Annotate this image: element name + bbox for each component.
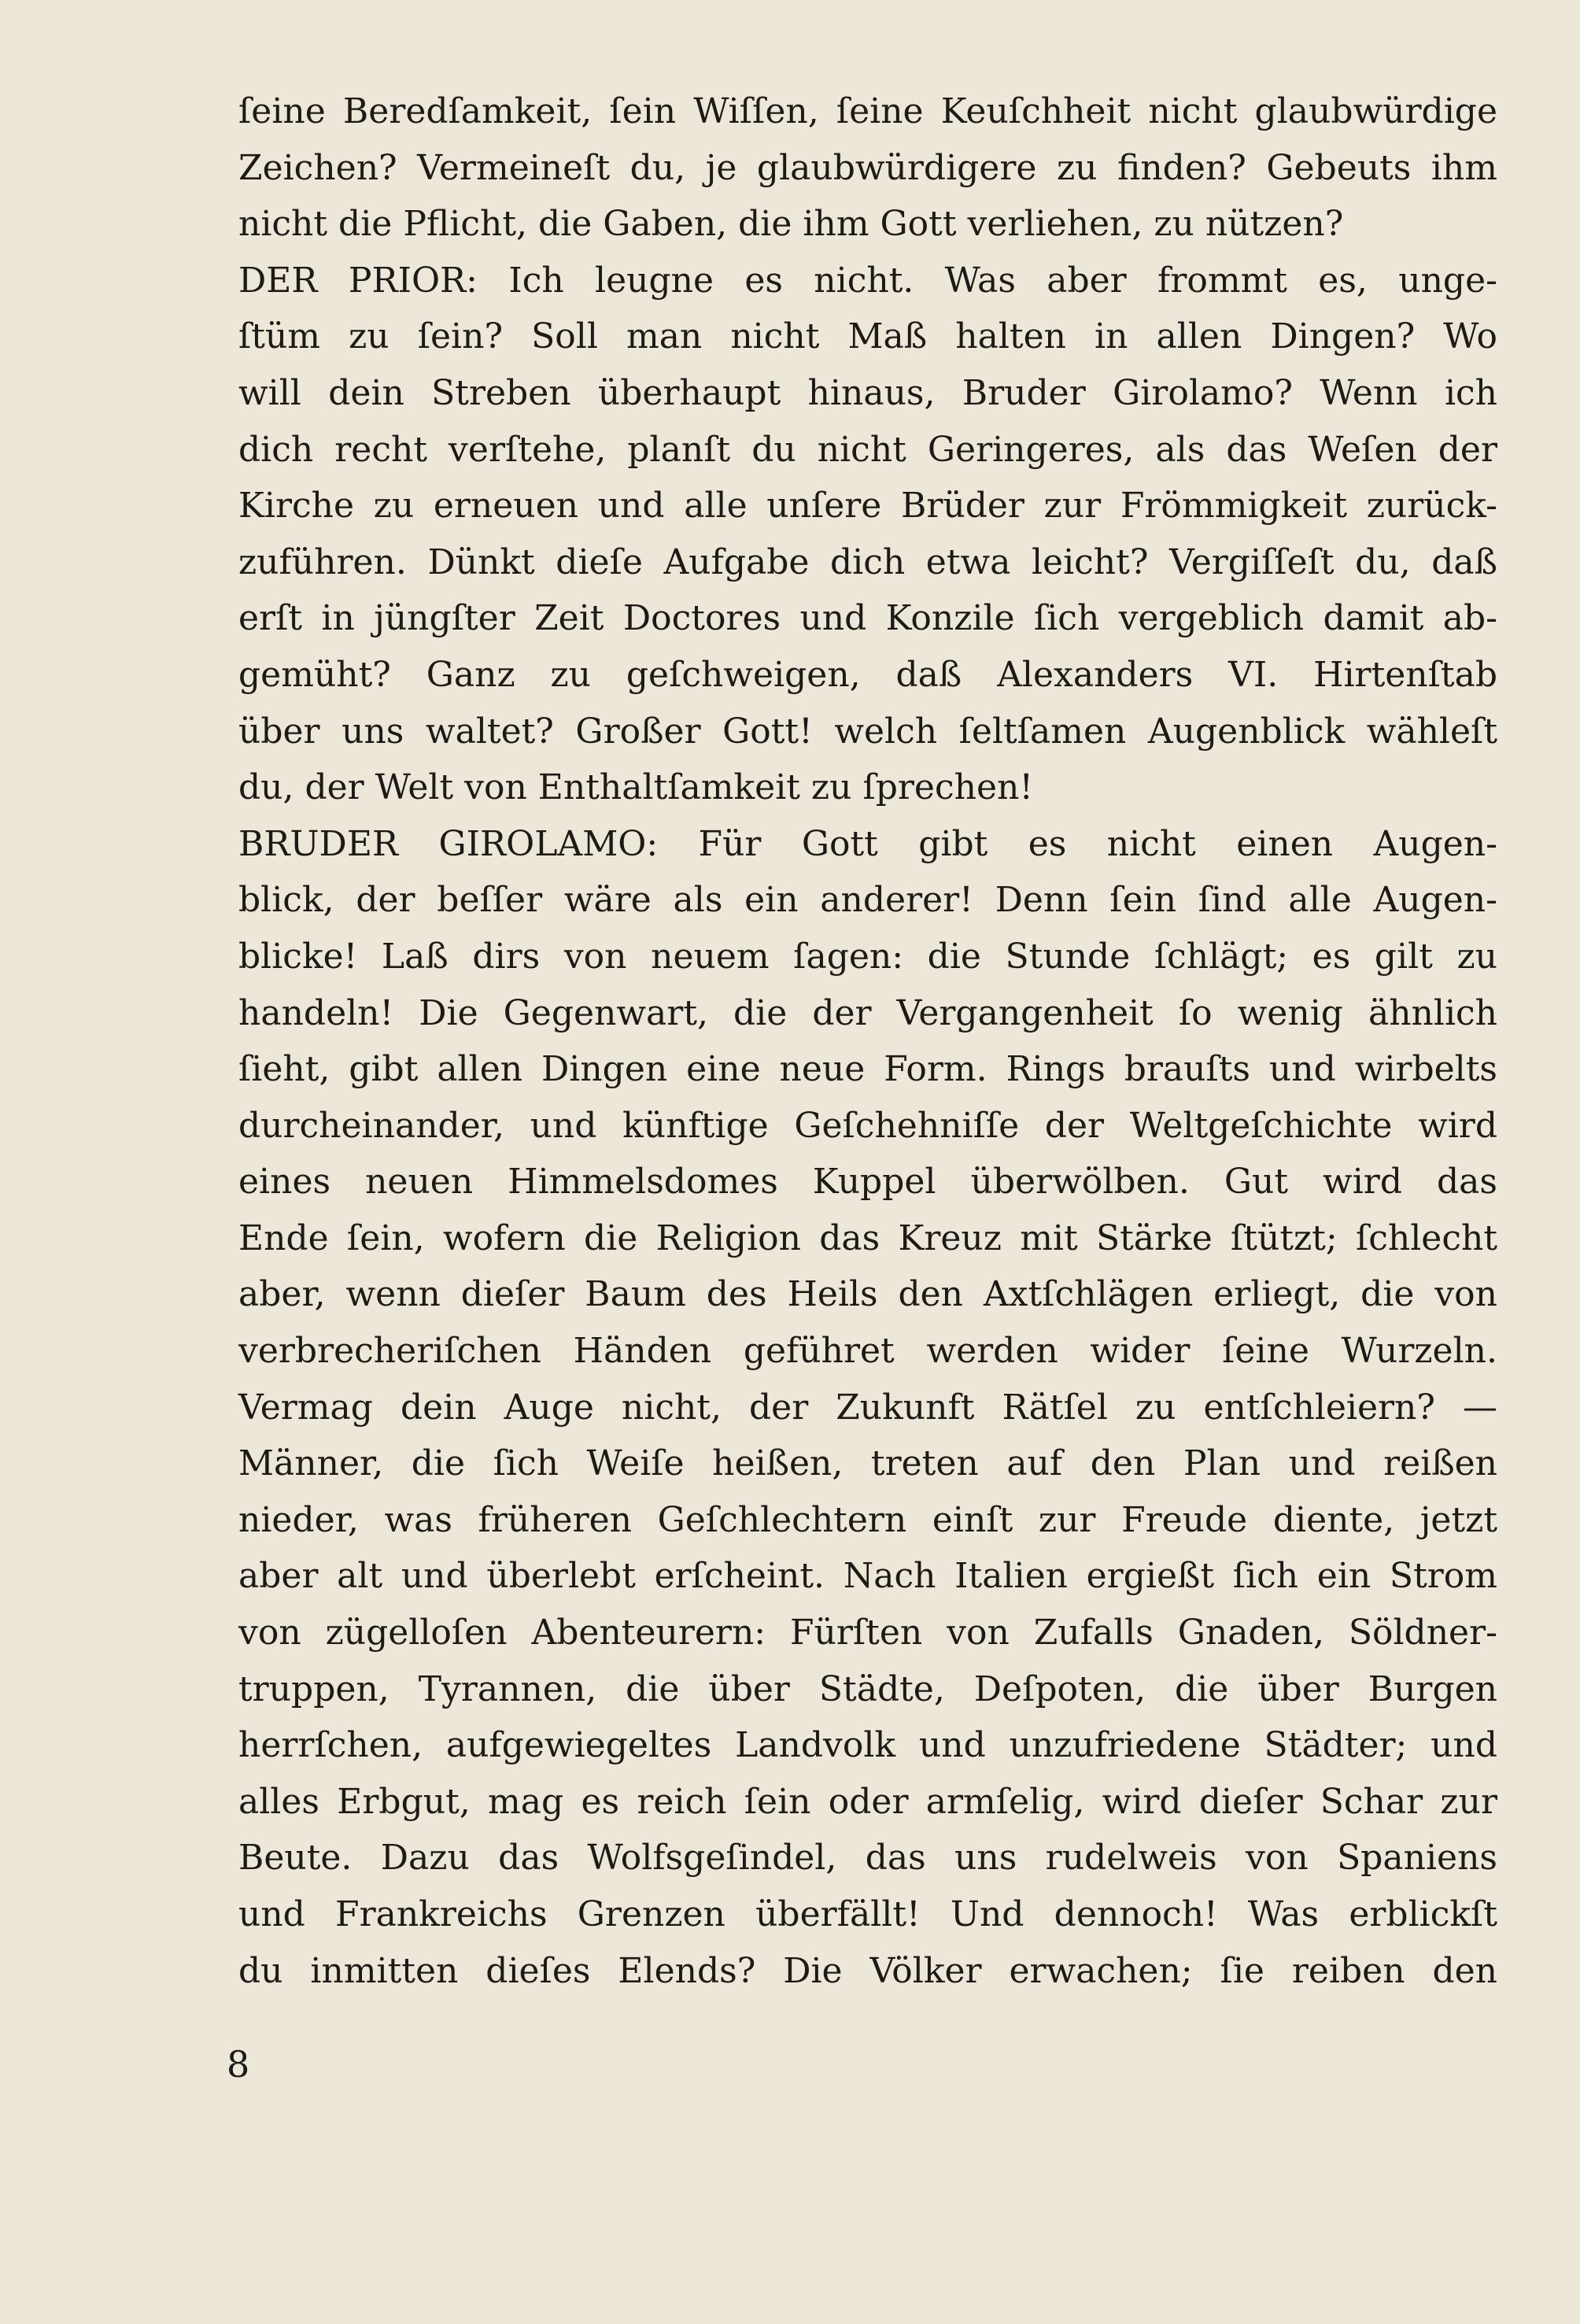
text-line: durcheinander, und künftige Geſchehniſſe der Weltgeſchichte wird	[238, 1105, 1497, 1146]
text-line: erſt in jüngſter Zeit Doctores und Konzile ſich vergeblich damit ab-	[238, 598, 1497, 639]
text-line: ſeine Beredſamkeit, ſein Wiſſen, ſeine Keuſchheit nicht glaubwürdige	[238, 91, 1497, 131]
text-line: blicke! Laß dirs von neuem ſagen: die Stunde ſchlägt; es gilt zu	[238, 936, 1497, 977]
text-line: alles Erbgut, mag es reich ſein oder armſelig, wird dieſer Schar zur	[238, 1781, 1497, 1822]
text-line: gemüht? Ganz zu geſchweigen, daß Alexanders VI. Hirtenſtab	[238, 654, 1497, 695]
text-line: ſtüm zu ſein? Soll man nicht Maß halten in allen Dingen? Wo	[238, 316, 1497, 357]
text-line: von zügelloſen Abenteurern: Fürſten von Zufalls Gnaden, Söldner-	[238, 1613, 1497, 1653]
text-line: eines neuen Himmelsdomes Kuppel überwölben. Gut wird das	[238, 1162, 1497, 1203]
text-line: dich recht verſtehe, planſt du nicht Geringeres, als das Weſen der	[238, 429, 1497, 470]
text-line: verbrecheriſchen Händen geführet werden wider ſeine Wurzeln.	[238, 1331, 1497, 1372]
text-line: über uns waltet? Großer Gott! welch ſeltſamen Augenblick wähleſt	[238, 711, 1497, 752]
text-line: BRUDER GIROLAMO: Für Gott gibt es nicht einen Augen-	[238, 823, 1497, 864]
text-line: nieder, was früheren Geſchlechtern einſt zur Freude diente, jetzt	[238, 1499, 1497, 1540]
text-line: Ende ſein, wofern die Religion das Kreuz mit Stärke ſtützt; ſchlecht	[238, 1217, 1497, 1258]
text-line: Männer, die ſich Weiſe heißen, treten auf den Plan und reißen	[238, 1443, 1497, 1484]
text-line: zuführen. Dünkt dieſe Aufgabe dich etwa leicht? Vergiſſeſt du, daß	[238, 541, 1497, 582]
text-line: herrſchen, aufgewiegeltes Landvolk und unzufriedene Städter; und	[238, 1725, 1497, 1766]
text-line: will dein Streben überhaupt hinaus, Bruder Girolamo? Wenn ich	[238, 372, 1497, 413]
text-line: blick, der beſſer wäre als ein anderer! Denn ſein ſind alle Augen-	[238, 880, 1497, 921]
text-line: Zeichen? Vermeineſt du, je glaubwürdigere zu finden? Gebeuts ihm	[238, 147, 1497, 188]
text-line: ſieht, gibt allen Dingen eine neue Form. Rings brauſts und wirbelts	[238, 1049, 1497, 1090]
text-line: aber, wenn dieſer Baum des Heils den Axtſchlägen erliegt, die von	[238, 1274, 1497, 1315]
text-line: nicht die Pflicht, die Gaben, die ihm Gott verliehen, zu nützen?	[238, 204, 1344, 245]
text-line: Vermag dein Auge nicht, der Zukunft Rätſel zu entſchleiern? —	[238, 1387, 1497, 1428]
body-text	[238, 83, 1497, 1999]
text-line: und Frankreichs Grenzen überfällt! Und dennoch! Was erblickſt	[238, 1894, 1497, 1934]
text-line: Beute. Dazu das Wolfsgeſindel, das uns rudelweis von Spaniens	[238, 1838, 1497, 1879]
text-line: du inmitten dieſes Elends? Die Völker erwachen; ſie reiben den	[238, 1950, 1497, 1991]
text-line: truppen, Tyrannen, die über Städte, Deſpoten, die über Burgen	[238, 1668, 1497, 1709]
text-line: aber alt und überlebt erſcheint. Nach Italien ergießt ſich ein Strom	[238, 1556, 1497, 1597]
text-line: DER PRIOR: Ich leugne es nicht. Was aber frommt es, unge-	[238, 260, 1497, 301]
text-line: handeln! Die Gegenwart, die der Vergangenheit ſo wenig ähnlich	[238, 992, 1497, 1033]
page-number: 8	[227, 2043, 250, 2086]
text-line: du, der Welt von Enthaltſamkeit zu ſprechen!	[238, 767, 1034, 808]
text-line: Kirche zu erneuen und alle unſere Brüder zur Frömmigkeit zurück-	[238, 486, 1497, 527]
